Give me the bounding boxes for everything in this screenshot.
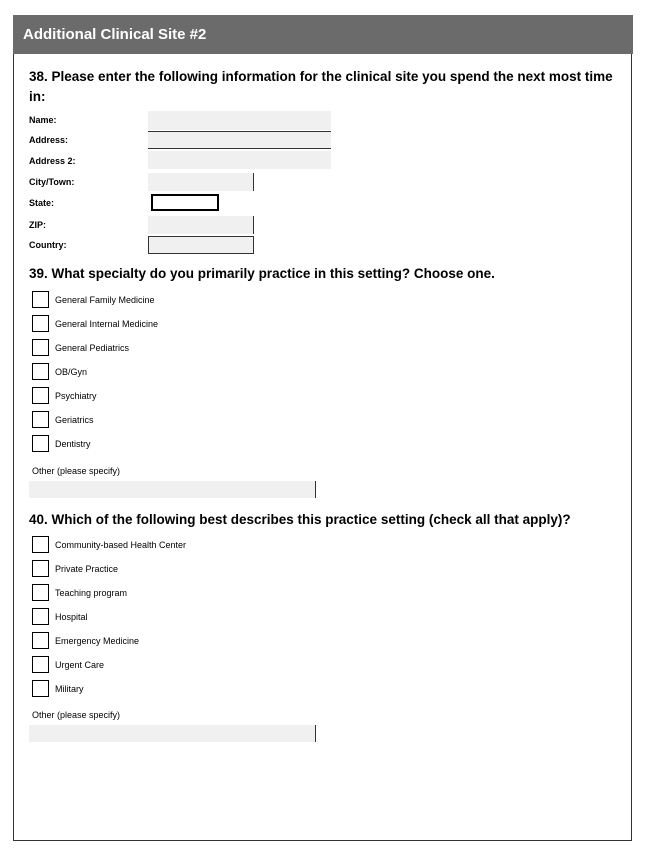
q39-option-label: Dentistry [55,439,91,449]
q39-option-label: General Pediatrics [55,343,130,353]
q39-option-label: General Internal Medicine [55,319,159,329]
city-label: City/Town: [29,177,75,187]
q39-other-label: Other (please specify) [32,466,121,476]
q40-checkbox[interactable] [32,536,49,553]
q39-option-label: OB/Gyn [55,367,88,377]
q40-checkbox[interactable] [32,680,49,697]
q40-option-label: Military [55,684,84,694]
zip-input[interactable] [148,216,254,234]
name-label: Name: [29,115,57,125]
q40-other-input[interactable] [29,725,316,742]
question-38: 38. Please enter the following information for the clinical site you spend the next most time in: [29,69,613,104]
q40-option-label: Emergency Medicine [55,636,140,646]
zip-label: ZIP: [29,220,46,230]
q40-checkbox[interactable] [32,632,49,649]
question-39: 39. What specialty do you primarily practice in this setting? Choose one. [29,266,495,281]
q39-checkbox[interactable] [32,339,49,356]
q39-checkbox[interactable] [32,315,49,332]
address-label: Address: [29,135,69,145]
q39-checkbox[interactable] [32,291,49,308]
q40-checkbox[interactable] [32,584,49,601]
q40-other-label: Other (please specify) [32,710,121,720]
q39-checkbox[interactable] [32,435,49,452]
q40-checkbox[interactable] [32,656,49,673]
name-input[interactable] [148,111,331,130]
q40-checkbox[interactable] [32,560,49,577]
q40-option-label: Urgent Care [55,660,105,670]
address2-input[interactable] [148,151,331,169]
country-input[interactable] [148,236,254,254]
q40-checkbox[interactable] [32,608,49,625]
q39-option-label: Psychiatry [55,391,97,401]
q39-checkbox[interactable] [32,387,49,404]
q40-option-label: Community-based Health Center [55,540,187,550]
q39-checkbox[interactable] [32,411,49,428]
address2-label: Address 2: [29,156,76,166]
question-40: 40. Which of the following best describes this practice setting (check all that apply)? [29,512,571,527]
q40-option-label: Hospital [55,612,88,622]
q40-option-label: Private Practice [55,564,119,574]
section-header: Additional Clinical Site #2 [13,15,633,54]
q39-other-input[interactable] [29,481,316,498]
q39-option-label: Geriatrics [55,415,94,425]
state-label: State: [29,198,55,208]
address-input[interactable] [148,131,331,149]
state-input[interactable] [151,194,219,211]
country-label: Country: [29,240,67,250]
q40-option-label: Teaching program [55,588,128,598]
q39-option-label: General Family Medicine [55,295,155,305]
q39-checkbox[interactable] [32,363,49,380]
city-input[interactable] [148,173,254,191]
